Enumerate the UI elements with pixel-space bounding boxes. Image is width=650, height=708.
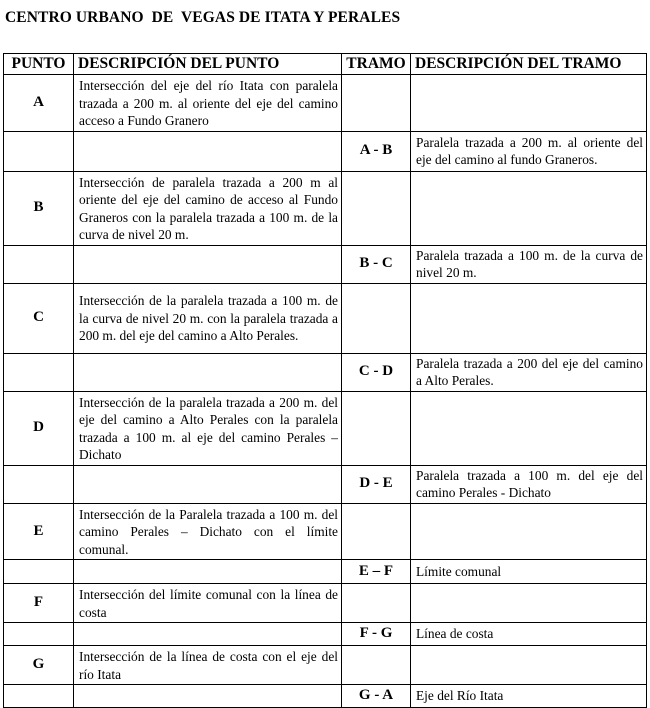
header-descripcion-tramo: DESCRIPCIÓN DEL TRAMO bbox=[411, 54, 647, 75]
segment-row bbox=[4, 131, 647, 171]
segment-row bbox=[4, 560, 647, 584]
point-row bbox=[4, 75, 647, 132]
empty-cell bbox=[4, 131, 74, 171]
point-row bbox=[4, 283, 647, 353]
segment-description: Paralela trazada a 200 m. al oriente del eje del camino al fundo Graneros. bbox=[411, 131, 647, 171]
point-row bbox=[4, 503, 647, 560]
point-description: Intersección de la Paralela trazada a 100 m. del camino Perales – Dichato con el límite comunal. bbox=[74, 503, 342, 560]
point-id: A bbox=[4, 75, 74, 132]
empty-cell bbox=[411, 584, 647, 623]
segment-row bbox=[4, 685, 647, 708]
segment-row bbox=[4, 245, 647, 283]
empty-cell bbox=[342, 391, 411, 465]
point-description: Intersección de la paralela trazada a 200 m. del eje del camino a Alto Perales con la paralela trazada a 100 m. al eje del camino Perales – Dichato bbox=[74, 391, 342, 465]
segment-description: Eje del Río Itata bbox=[411, 685, 647, 708]
empty-cell bbox=[411, 503, 647, 560]
empty-cell bbox=[411, 283, 647, 353]
empty-cell bbox=[74, 131, 342, 171]
empty-cell bbox=[342, 503, 411, 560]
point-id: F bbox=[4, 584, 74, 623]
segment-description: Límite comunal bbox=[411, 560, 647, 584]
point-row bbox=[4, 584, 647, 623]
header-tramo: TRAMO bbox=[342, 54, 411, 75]
empty-cell bbox=[4, 560, 74, 584]
empty-cell bbox=[74, 685, 342, 708]
empty-cell bbox=[4, 623, 74, 646]
empty-cell bbox=[342, 584, 411, 623]
empty-cell bbox=[4, 465, 74, 503]
segment-id: B - C bbox=[342, 245, 411, 283]
segment-row bbox=[4, 623, 647, 646]
empty-cell bbox=[4, 685, 74, 708]
segment-description: Paralela trazada a 100 m. de la curva de nivel 20 m. bbox=[411, 245, 647, 283]
point-id: E bbox=[4, 503, 74, 560]
segment-row bbox=[4, 353, 647, 391]
point-row bbox=[4, 171, 647, 245]
empty-cell bbox=[411, 171, 647, 245]
segment-description: Paralela trazada a 200 del eje del camino a Alto Perales. bbox=[411, 353, 647, 391]
empty-cell bbox=[411, 75, 647, 132]
empty-cell bbox=[74, 353, 342, 391]
empty-cell bbox=[74, 560, 342, 584]
point-description: Intersección de la paralela trazada a 100 m. de la curva de nivel 20 m. con la paralela trazada a 200 m. del eje del camino a Alto Perales. bbox=[74, 283, 342, 353]
empty-cell bbox=[4, 353, 74, 391]
empty-cell bbox=[342, 75, 411, 132]
table-header-row bbox=[4, 54, 647, 75]
point-description: Intersección del eje del río Itata con paralela trazada a 200 m. al oriente del eje del camino acceso a Fundo Granero bbox=[74, 75, 342, 132]
empty-cell bbox=[74, 465, 342, 503]
header-punto: PUNTO bbox=[4, 54, 74, 75]
segment-id: D - E bbox=[342, 465, 411, 503]
segment-description: Paralela trazada a 100 m. del eje del camino Perales - Dichato bbox=[411, 465, 647, 503]
segment-id: E – F bbox=[342, 560, 411, 584]
point-id: D bbox=[4, 391, 74, 465]
empty-cell bbox=[342, 283, 411, 353]
empty-cell bbox=[342, 646, 411, 685]
empty-cell bbox=[4, 245, 74, 283]
point-description: Intersección de la línea de costa con el eje del río Itata bbox=[74, 646, 342, 685]
empty-cell bbox=[74, 245, 342, 283]
boundary-table bbox=[3, 53, 647, 708]
point-id: C bbox=[4, 283, 74, 353]
segment-description: Línea de costa bbox=[411, 623, 647, 646]
segment-id: G - A bbox=[342, 685, 411, 708]
point-description: Intersección del límite comunal con la línea de costa bbox=[74, 584, 342, 623]
document-title: CENTRO URBANO DE VEGAS DE ITATA Y PERALES bbox=[5, 9, 401, 26]
segment-id: F - G bbox=[342, 623, 411, 646]
point-row bbox=[4, 391, 647, 465]
point-id: G bbox=[4, 646, 74, 685]
empty-cell bbox=[74, 623, 342, 646]
segment-row bbox=[4, 465, 647, 503]
point-row bbox=[4, 646, 647, 685]
point-description: Intersección de paralela trazada a 200 m al oriente del eje del camino de acceso al Fundo Graneros con la paralela trazada a 100 m. de la curva de nivel 20 m. bbox=[74, 171, 342, 245]
empty-cell bbox=[411, 646, 647, 685]
header-descripcion-punto: DESCRIPCIÓN DEL PUNTO bbox=[74, 54, 342, 75]
empty-cell bbox=[411, 391, 647, 465]
point-id: B bbox=[4, 171, 74, 245]
segment-id: A - B bbox=[342, 131, 411, 171]
segment-id: C - D bbox=[342, 353, 411, 391]
empty-cell bbox=[342, 171, 411, 245]
